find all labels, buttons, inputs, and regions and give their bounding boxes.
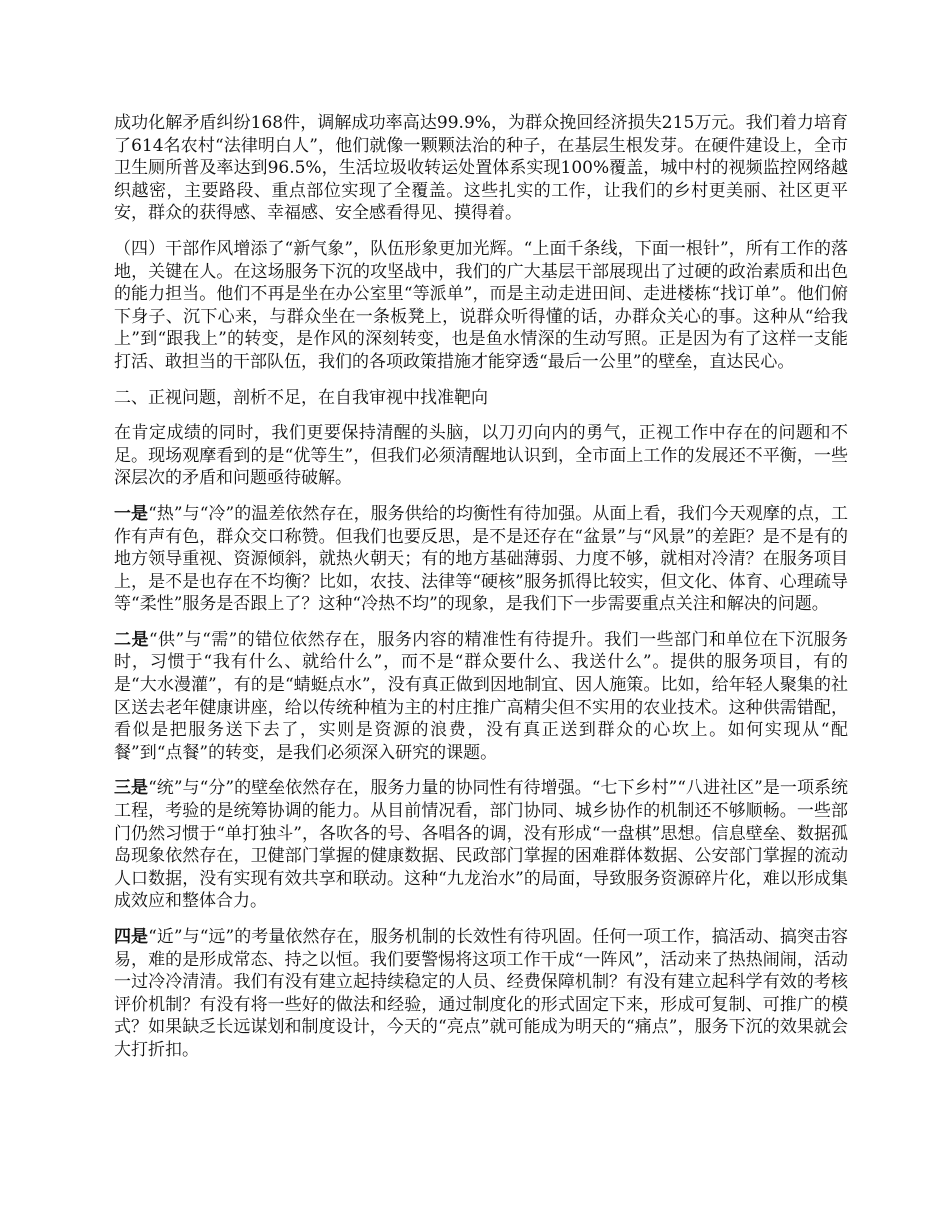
paragraph-cadre-style xyxy=(114,238,848,374)
section-heading xyxy=(114,387,848,410)
point-lead: 四是 xyxy=(114,927,149,947)
paragraph-point-1 xyxy=(114,503,848,616)
paragraph-text: 成功化解矛盾纠纷168件，调解成功率高达99.9%，为群众挽回经济损失215万元。我们着力培育了614名农村“法律明白人”，他们就像一颗颗法治的种子，在基层生根发芽。在硬件建设上，全市卫生厕所普及率达到96.5%，生活垃圾收转运处置体系实现100%覆盖，城中村的视频监控网络越织越密，主要路段、重点部位实现了全覆盖。这些扎实的工作，让我们的乡村更美丽、社区更平安，群众的获得感、幸福感、安全感看得见、摸得着。 xyxy=(114,113,848,224)
paragraph-point-4 xyxy=(114,926,848,1062)
paragraph-point-3 xyxy=(114,777,848,913)
section-heading-text: 二、正视问题，剖析不足，在自我审视中找准靶向 xyxy=(114,387,488,408)
document-body xyxy=(114,112,848,1075)
paragraph-text: “统”与“分”的壁垒依然存在，服务力量的协同性有待增强。“七下乡村”“八进社区”是一项系统工程，考验的是统筹协调的能力。从目前情况看，部门协同、城乡协作的机制还不够顺畅。一些部门仍然习惯于“单打独斗”，各吹各的号、各唱各的调，没有形成“一盘棋”思想。信息壁垒、数据孤岛现象依然存在，卫健部门掌握的健康数据、民政部门掌握的困难群体数据、公安部门掌握的流动人口数据，没有实现有效共享和联动。这种“九龙治水”的局面，导致服务资源碎片化，难以形成集成效应和整体合力。 xyxy=(114,778,849,912)
paragraph-text: （四）干部作风增添了“新气象”，队伍形象更加光辉。“上面千条线，下面一根针”，所有工作的落地，关键在人。在这场服务下沉的攻坚战中，我们的广大基层干部展现出了过硬的政治素质和出色的能力担当。他们不再是坐在办公室里“等派单”，而是主动走进田间、走进楼栋“找订单”。他们俯下身子、沉下心来，与群众坐在一条板凳上，说群众听得懂的话，办群众关心的事。这种从“给我上”到“跟我上”的转变，是作风的深刻转变，也是鱼水情深的生动写照。正是因为有了这样一支能打活、敢担当的干部队伍，我们的各项政策措施才能穿透“最后一公里”的壁垒，直达民心。 xyxy=(114,238,848,372)
paragraph-point-2 xyxy=(114,629,848,765)
paragraph-text: “热”与“冷”的温差依然存在，服务供给的均衡性有待加强。从面上看，我们今天观摩的点，工作有声有色，群众交口称赞。但我们也要反思，是不是还存在“盆景”与“风景”的差距？是不是有的地方领导重视、资源倾斜，就热火朝天；有的地方基础薄弱、力度不够，就相对冷清？在服务项目上，是不是也存在不均衡？比如，农技、法律等“硬核”服务抓得比较实，但文化、体育、心理疏导等“柔性”服务是否跟上了？这种“冷热不均”的现象，是我们下一步需要重点关注和解决的问题。 xyxy=(114,503,849,615)
paragraph-results xyxy=(114,112,848,225)
paragraph-text: “供”与“需”的错位依然存在，服务内容的精准性有待提升。我们一些部门和单位在下沉服务时，习惯于“我有什么、就给什么”，而不是“群众要什么、我送什么”。提供的服务项目，有的是“大水漫灌”，有的是“蜻蜓点水”，没有真正做到因地制宜、因人施策。比如，给年轻人聚集的社区送去老年健康讲座，给以传统种植为主的村庄推广高精尖但不实用的农业技术。这种供需错配，看似是把服务送下去了，实则是资源的浪费，没有真正送到群众的心坎上。如何实现从“配餐”到“点餐”的转变，是我们必须深入研究的课题。 xyxy=(114,629,849,763)
paragraph-text: “近”与“远”的考量依然存在，服务机制的长效性有待巩固。任何一项工作，搞活动、搞突击容易，难的是形成常态、持之以恒。我们要警惕将这项工作干成“一阵风”，活动来了热热闹闹，活动一过冷冷清清。我们有没有建立起持续稳定的人员、经费保障机制？有没有建立起科学有效的考核评价机制？有没有将一些好的做法和经验，通过制度化的形式固定下来，形成可复制、可推广的模式？如果缺乏长远谋划和制度设计，今天的“亮点”就可能成为明天的“痛点”，服务下沉的效果就会大打折扣。 xyxy=(114,927,849,1060)
point-lead: 一是 xyxy=(114,503,149,524)
point-lead: 三是 xyxy=(114,778,149,799)
paragraph-text: 在肯定成绩的同时，我们更要保持清醒的头脑，以刀刃向内的勇气，正视工作中存在的问题和不足。现场观摩看到的是“优等生”，但我们必须清醒地认识到，全市面上工作的发展还不平衡，一些深层次的矛盾和问题亟待破解。 xyxy=(114,423,848,489)
paragraph-intro xyxy=(114,422,848,490)
point-lead: 二是 xyxy=(114,629,149,650)
